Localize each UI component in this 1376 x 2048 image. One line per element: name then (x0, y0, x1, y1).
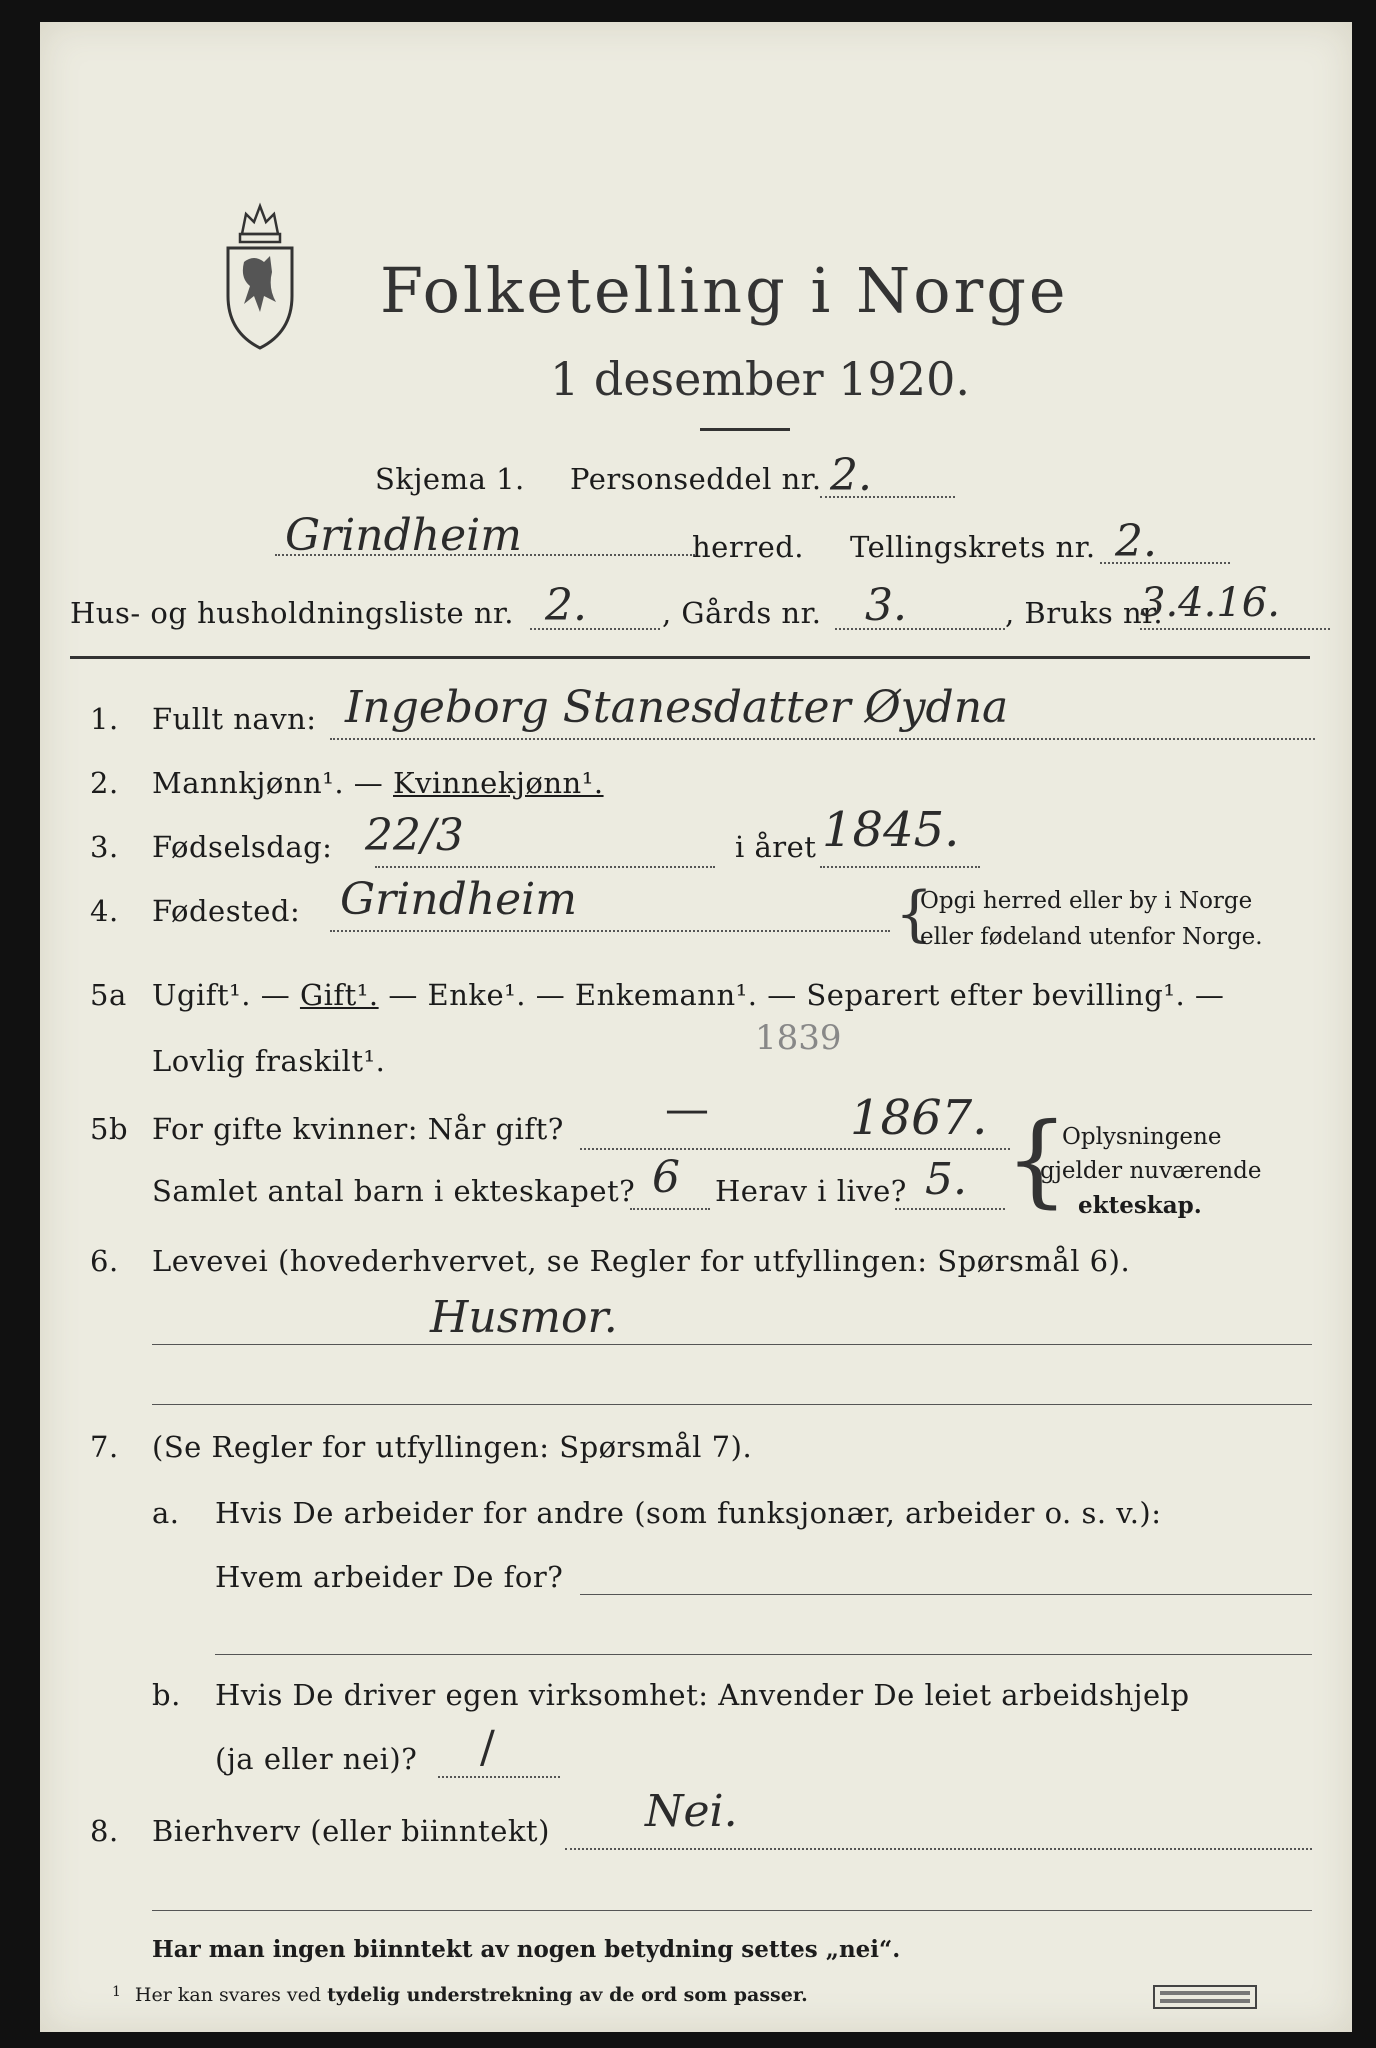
skjema-label: Skjema 1. (375, 462, 525, 496)
mannkjonn-option[interactable]: Mannkjønn¹. — (152, 766, 393, 800)
personseddel-label: Personseddel nr. (570, 462, 822, 496)
q7a-answer-line1 (580, 1594, 1312, 1595)
herred-label: herred. (692, 530, 805, 564)
q1-label: Fullt navn: (152, 702, 317, 736)
birthday-value[interactable]: 22/3 (365, 810, 464, 861)
q7a-answer-line2 (215, 1654, 1312, 1655)
q5b-note-line3: ekteskap. (1078, 1192, 1202, 1219)
printer-stamp-icon (1152, 1982, 1258, 2012)
q8-number: 8. (90, 1814, 119, 1848)
q3-label: Fødselsdag: (152, 830, 333, 864)
herred-value[interactable]: Grindheim (285, 510, 522, 561)
q7a-letter: a. (152, 1496, 180, 1530)
q2-label (152, 766, 604, 800)
q5b-number: 5b (90, 1112, 129, 1146)
q6-label: Levevei (hovederhvervet, se Regler for utfyllingen: Spørsmål 6). (152, 1244, 1131, 1278)
q8-label: Bierhverv (eller biinntekt) (152, 1814, 550, 1848)
q1-line (330, 738, 1315, 740)
q8-line2 (152, 1910, 1312, 1911)
q3-number: 3. (90, 830, 119, 864)
q5b-note-line2: gjelder nuværende (1040, 1158, 1262, 1184)
q3-year-line (820, 866, 980, 868)
ugift-option[interactable]: Ugift¹. — (152, 978, 300, 1012)
alive-value[interactable]: 5. (925, 1154, 967, 1205)
hus-label: Hus- og husholdningsliste nr. (70, 596, 514, 630)
full-name-value[interactable]: Ingeborg Stanesdatter Øydna (345, 682, 1009, 733)
q5b-label: For gifte kvinner: Når gift? (152, 1112, 564, 1146)
q3-year-label: i året (735, 830, 817, 864)
other-marital-options[interactable]: — Enke¹. — Enkemann¹. — Separert efter bevilling¹. — (378, 978, 1225, 1012)
gift-option[interactable]: Gift¹. (299, 978, 379, 1012)
side-income-value[interactable]: Nei. (645, 1786, 738, 1837)
q8-line (565, 1848, 1312, 1850)
q4-note-line1: Opgi herred eller by i Norge (920, 888, 1253, 914)
q7b-line2: (ja eller nei)? (215, 1742, 418, 1776)
q4-brace: { (895, 879, 934, 949)
tellingskrets-value[interactable]: 2. (1115, 516, 1157, 567)
q5a-options (152, 978, 1224, 1012)
marriage-year-value[interactable]: 1867. (850, 1090, 988, 1146)
q7a-line1: Hvis De arbeider for andre (som funksjonær, arbeider o. s. v.): (215, 1496, 1162, 1530)
title-divider (700, 428, 790, 431)
q7-label: (Se Regler for utfyllingen: Spørsmål 7). (152, 1430, 753, 1464)
footnote: $^1$ Her kan svares ved tydelig understrekning av de ord som passer. (112, 1984, 808, 2006)
q7b-answer-value[interactable]: / (480, 1722, 495, 1773)
alive-label: Herav i live? (715, 1174, 907, 1208)
q7a-line2: Hvem arbeider De for? (215, 1560, 564, 1594)
q4-line (330, 930, 890, 932)
footer-note: Har man ingen biinntekt av nogen betydning settes „nei“. (152, 1936, 901, 1963)
lovlig-fraskilt-option[interactable]: Lovlig fraskilt¹. (152, 1044, 386, 1078)
census-date: 1 desember 1920. (550, 352, 970, 406)
q4-note-line2: eller fødeland utenfor Norge. (920, 924, 1263, 950)
children-value[interactable]: 6 (652, 1152, 680, 1203)
birthplace-value[interactable]: Grindheim (340, 874, 577, 925)
q7b-answer-line (438, 1776, 560, 1778)
page-title: Folketelling i Norge (380, 254, 1069, 327)
hus-value[interactable]: 2. (545, 580, 587, 631)
bruks-label: , Bruks nr. (1005, 596, 1164, 630)
alive-line (895, 1208, 1005, 1210)
q7b-line1: Hvis De driver egen virksomhet: Anvender De leiet arbeidshjelp (215, 1678, 1190, 1712)
q5b-note-line1: Oplysningene (1062, 1124, 1222, 1150)
q6-line1 (152, 1344, 1312, 1345)
children-label: Samlet antal barn i ekteskapet? (152, 1174, 636, 1208)
q2-number: 2. (90, 766, 119, 800)
q7b-letter: b. (152, 1678, 181, 1712)
census-form-paper (40, 22, 1352, 2032)
q5b-dash: — (665, 1084, 709, 1135)
bruks-line (1140, 628, 1330, 630)
q6-line2 (152, 1404, 1312, 1405)
q6-number: 6. (90, 1244, 119, 1278)
birth-year-value[interactable]: 1845. (822, 802, 960, 858)
q1-number: 1. (90, 702, 119, 736)
gards-line (835, 628, 1005, 630)
personseddel-value[interactable]: 2. (830, 450, 872, 501)
bruks-value[interactable]: 3.4.16. (1140, 580, 1280, 626)
header-divider (70, 656, 1310, 659)
occupation-value[interactable]: Husmor. (430, 1292, 618, 1343)
norway-coat-of-arms-icon (220, 192, 300, 352)
gards-label: , Gårds nr. (662, 596, 822, 630)
children-line (630, 1208, 710, 1210)
kvinnekjonn-option[interactable]: Kvinnekjønn¹. (393, 766, 604, 800)
marital-annotation: 1839 (755, 1018, 842, 1058)
gards-value[interactable]: 3. (865, 580, 907, 631)
footnote-mark: 1 (112, 1984, 121, 2000)
q4-label: Fødested: (152, 894, 301, 928)
tellingskrets-label: Tellingskrets nr. (850, 530, 1096, 564)
q4-number: 4. (90, 894, 119, 928)
q5a-number: 5a (90, 978, 127, 1012)
q7-number: 7. (90, 1430, 119, 1464)
q5b-line (580, 1148, 1010, 1150)
q3-date-line (375, 866, 715, 868)
q5b-brace: { (1005, 1101, 1069, 1218)
